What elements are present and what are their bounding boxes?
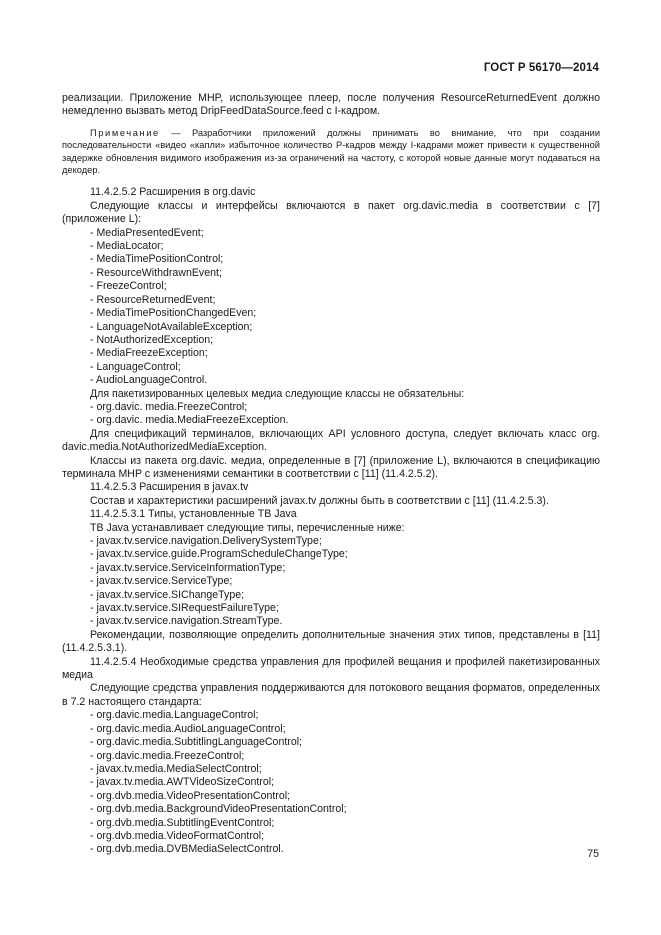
list-item: - org.davic.media.LanguageControl; [90, 709, 259, 722]
controls-list [62, 709, 600, 856]
list-item: - javax.tv.media.AWTVideoSizeControl; [90, 776, 275, 789]
list-item: - ResourceWithdrawnEvent; [90, 266, 222, 279]
list-item: - org.davic.media.FreezeControl; [90, 749, 245, 762]
list-item: - MediaTimePositionControl; [90, 253, 224, 266]
list-item: - MediaFreezeException; [90, 347, 208, 360]
list-item: - MediaTimePositionChangedEven; [90, 307, 257, 320]
list-item: - org.davic.media.SubtitlingLanguageControl; [90, 736, 303, 749]
list-item: - ResourceReturnedEvent; [90, 293, 216, 306]
document-body [62, 92, 600, 857]
section-heading-11-4-2-5-3-1: 11.4.2.5.3.1 Типы, установленные ТВ Java [90, 508, 297, 521]
note-dash: — [159, 127, 192, 138]
list-item: - javax.tv.service.ServiceInformationType; [90, 561, 286, 574]
paragraph-java-tv-types: ТВ Java устанавливает следующие типы, перечисленные ниже: [90, 521, 405, 534]
paragraph-javax-extensions: Состав и характеристики расширений javax.tv должны быть в соответствии с [11] (11.4.2.5.3). [90, 494, 549, 507]
list-item: - org.dvb.media.SubtitlingEventControl; [90, 816, 275, 829]
list-item: - org.davic. media.FreezeControl; [90, 400, 248, 413]
paragraph-davic-intro: Следующие классы и интерфейсы включаются в пакет org.davic.media в соответствии с [7] (приложение L): [62, 199, 600, 226]
note-label: Примечание [90, 127, 160, 138]
list-item: - org.dvb.media.VideoPresentationControl; [90, 789, 291, 802]
page-number: 75 [587, 848, 599, 860]
optional-class-list [62, 401, 600, 428]
paragraph-controls-intro: Следующие средства управления поддерживаются для потокового вещания форматов, определенных в 7.2 настоящего стандарта: [62, 682, 600, 708]
section-heading-11-4-2-5-3: 11.4.2.5.3 Расширения в javax.tv [90, 481, 249, 494]
list-item: - javax.tv.service.guide.ProgramScheduleChangeType; [90, 548, 348, 561]
list-item: - MediaPresentedEvent; [90, 226, 204, 239]
paragraph-recommendations: Рекомендации, позволяющие определить дополнительные значения этих типов, представлены в [11] (11.4.2.5.3.1). [62, 628, 600, 655]
list-item: - LanguageControl; [90, 360, 181, 373]
note [62, 127, 600, 177]
list-item: - org.dvb.media.VideoFormatControl; [90, 829, 265, 842]
note-text: Разработчики приложений должны принимать во внимание, что при создании последовательности «видео «капли» избыточное количество P-кадров между I-кадрами может привести к существенной задержке обновления видимого изображения из-за ограничений на частоту, с которой новые данные могут подаваться на декодер. [62, 127, 601, 176]
list-item: - MediaLocator; [90, 240, 164, 253]
list-item: - org.dvb.media.BackgroundVideoPresentationControl; [90, 803, 347, 816]
list-item: - javax.tv.service.navigation.DeliverySystemType; [90, 535, 322, 547]
davic-class-list [62, 227, 600, 388]
list-item: - org.dvb.media.DVBMediaSelectControl. [90, 843, 284, 856]
section-heading-11-4-2-5-4: 11.4.2.5.4 Необходимые средства управления для профилей вещания и профилей пакетизированных медиа [62, 655, 600, 682]
paragraph-optional-classes: Для пакетизированных целевых медиа следующие классы не обязательны: [90, 387, 465, 400]
list-item: - NotAuthorizedException; [90, 333, 214, 346]
section-heading-11-4-2-5-2: 11.4.2.5.2 Расширения в org.davic [90, 186, 256, 199]
list-item: - AudioLanguageControl. [90, 374, 208, 387]
list-item: - javax.tv.media.MediaSelectControl; [90, 762, 262, 775]
list-item: - javax.tv.service.SIRequestFailureType; [90, 602, 279, 615]
list-item: - javax.tv.service.SIChangeType; [90, 588, 245, 601]
paragraph-continuation: реализации. Приложение MHP, использующее плеер, после получения ResourceReturnedEvent должно немедленно вызвать метод DripFeedDataSource.feed с I-кадром. [62, 92, 600, 118]
paragraph-conditional-access: Для спецификаций терминалов, включающих API условного доступа, следует включать класс org. davic.media.NotAuthorizedMediaException. [62, 427, 600, 454]
list-item: - LanguageNotAvailableException; [90, 320, 253, 333]
list-item: - javax.tv.service.navigation.StreamType. [90, 615, 283, 628]
list-item: - org.davic. media.MediaFreezeException. [90, 414, 289, 427]
java-tv-type-list [62, 535, 600, 629]
list-item: - javax.tv.service.ServiceType; [90, 575, 233, 588]
list-item: - FreezeControl; [90, 280, 167, 293]
paragraph-davic-classes: Классы из пакета org.davic. медиа, определенные в [7] (приложение L), включаются в спецификацию терминала MHP с изменениями семантики в соответствии с [11] (11.4.2.5.2). [62, 454, 600, 480]
page-header-standard: ГОСТ Р 56170—2014 [483, 62, 599, 74]
list-item: - org.davic.media.AudioLanguageControl; [90, 722, 286, 735]
